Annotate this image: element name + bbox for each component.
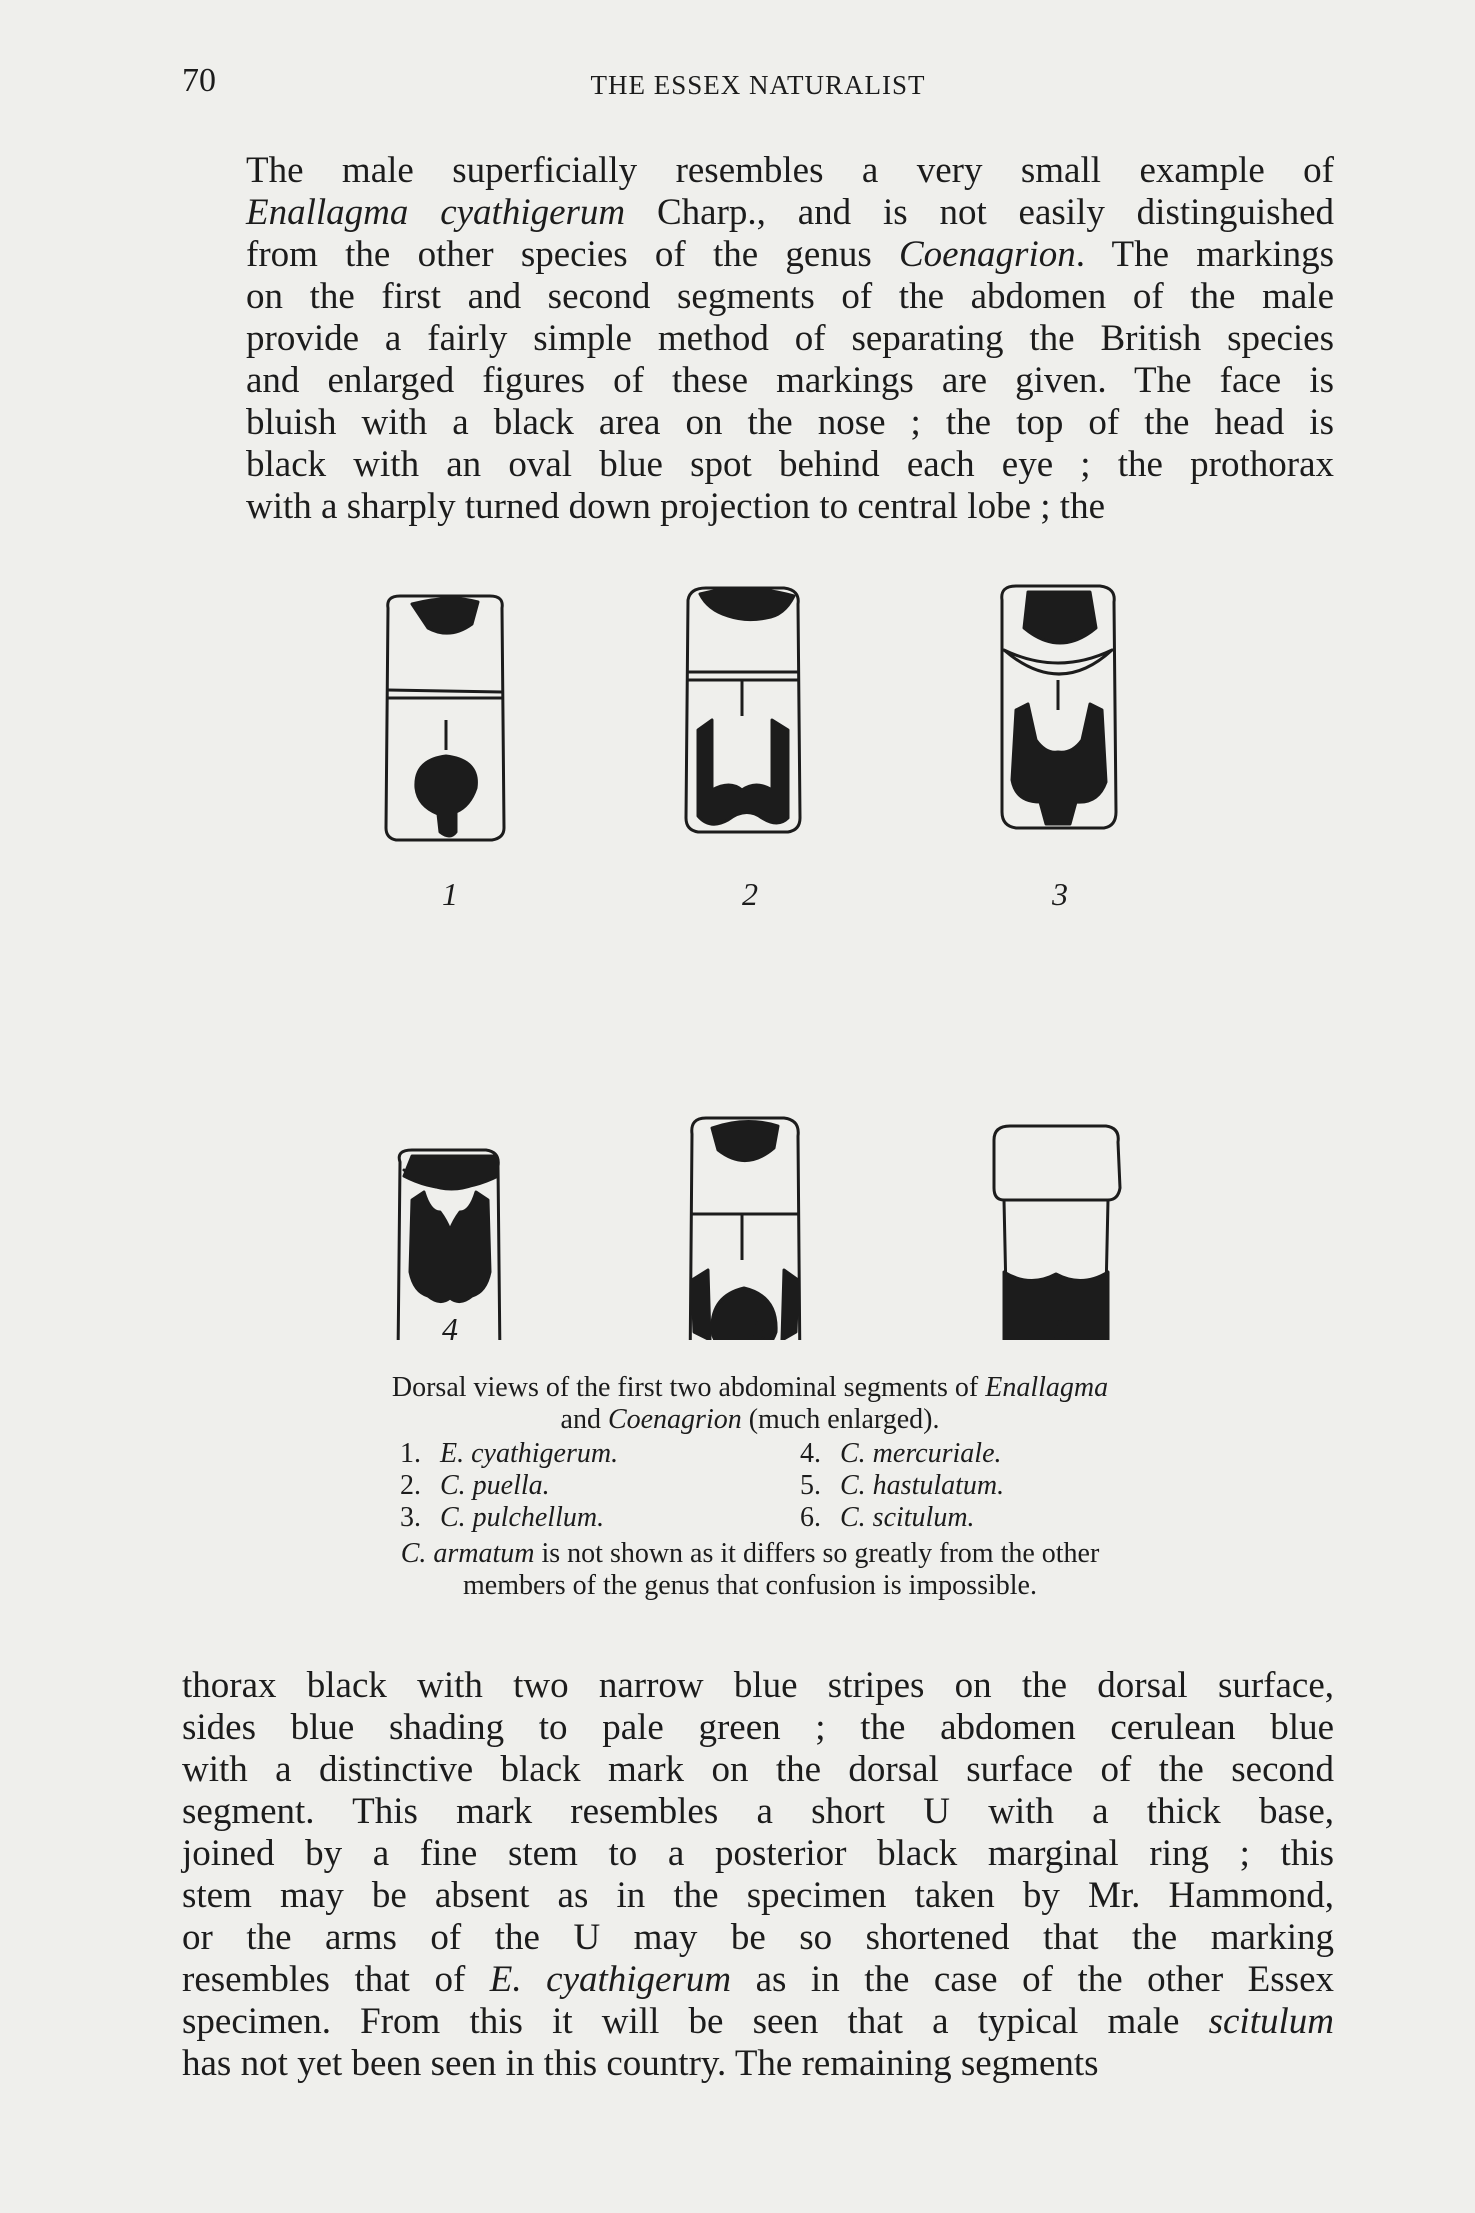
species-name: C. pulchellum. [440,1502,605,1533]
segment-label-2: 2 [742,876,758,912]
segment-drawing-6 [994,1126,1120,1340]
species-item [400,1438,780,1470]
page-header [182,62,1334,112]
caption-line-2: and Coenagrion (much enlarged). [560,1404,940,1435]
segment-drawing-3 [1002,586,1116,828]
species-name: C. scitulum. [840,1502,975,1533]
paragraph-1 [182,150,1334,528]
text-line: with a sharply turned down projection to central lobe ; the [246,486,1105,527]
segment-label-3: 3 [1052,876,1068,912]
species-number: 1. [400,1438,421,1469]
text-line: on the first and second segments of the abdomen of the male [246,276,1334,317]
text-line: The male superficially resembles a very small example of [246,150,1334,191]
text-line: Enallagma cyathigerum Charp., and is not easily distinguished [246,192,1335,233]
species-name: C. hastulatum. [840,1470,1005,1501]
species-item [400,1502,780,1534]
text-line: sides blue shading to pale green ; the abdomen cerulean blue [182,1707,1334,1748]
species-item [800,1470,1100,1502]
running-head: THE ESSEX NATURALIST [590,70,926,100]
text-line: segment. This mark resembles a short U with a thick base, [182,1791,1334,1832]
segment-drawing-1 [386,596,504,840]
caption-note-1: C. armatum is not shown as it differs so greatly from the other [400,1538,1100,1569]
caption-line-1: Dorsal views of the first two abdominal segments of Enallagma [391,1372,1109,1403]
species-item [800,1438,1100,1470]
text-line: from the other species of the genus Coenagrion. The markings [246,234,1334,275]
segments-figure [300,580,1280,1340]
species-name: C. puella. [440,1470,550,1501]
page-number: 70 [182,62,216,99]
segment-label-5: 5 [752,1311,768,1340]
species-number: 2. [400,1470,421,1501]
text-line: resembles that of E. cyathigerum as in the case of the other Essex [182,1959,1335,2000]
segment-label-4: 4 [442,1311,458,1340]
segment-label-6: 6 [1052,1311,1068,1340]
text-line: specimen. From this it will be seen that a typical male scitulum [182,2001,1334,2042]
text-line: thorax black with two narrow blue stripes on the dorsal surface, [182,1665,1334,1706]
species-number: 3. [400,1502,421,1533]
species-name: C. mercuriale. [840,1438,1002,1469]
text-line: or the arms of the U may be so shortened that the marking [182,1917,1334,1958]
segment-label-1: 1 [442,876,458,912]
species-list [230,1438,1270,1534]
text-line: has not yet been seen in this country. The remaining segments [182,2043,1099,2084]
text-line: joined by a fine stem to a posterior black marginal ring ; this [182,1833,1334,1874]
text-line: bluish with a black area on the nose ; the top of the head is [246,402,1334,443]
text-line: with a distinctive black mark on the dorsal surface of the second [182,1749,1334,1790]
species-item [800,1502,1100,1534]
species-number: 6. [800,1502,821,1533]
species-number: 4. [800,1438,821,1469]
segment-drawing-5 [690,1118,800,1340]
species-item [400,1470,780,1502]
segment-drawing-2 [686,588,800,832]
text-line: and enlarged figures of these markings are given. The face is [246,360,1334,401]
text-line: provide a fairly simple method of separating the British species [246,318,1334,359]
species-name: E. cyathigerum. [440,1438,619,1469]
text-line: stem may be absent as in the specimen taken by Mr. Hammond, [182,1875,1334,1916]
text-line: black with an oval blue spot behind each eye ; the prothorax [246,444,1334,485]
species-number: 5. [800,1470,821,1501]
paragraph-2 [182,1665,1334,2085]
figure-caption [230,1372,1270,1602]
caption-note-2: members of the genus that confusion is impossible. [463,1570,1037,1601]
